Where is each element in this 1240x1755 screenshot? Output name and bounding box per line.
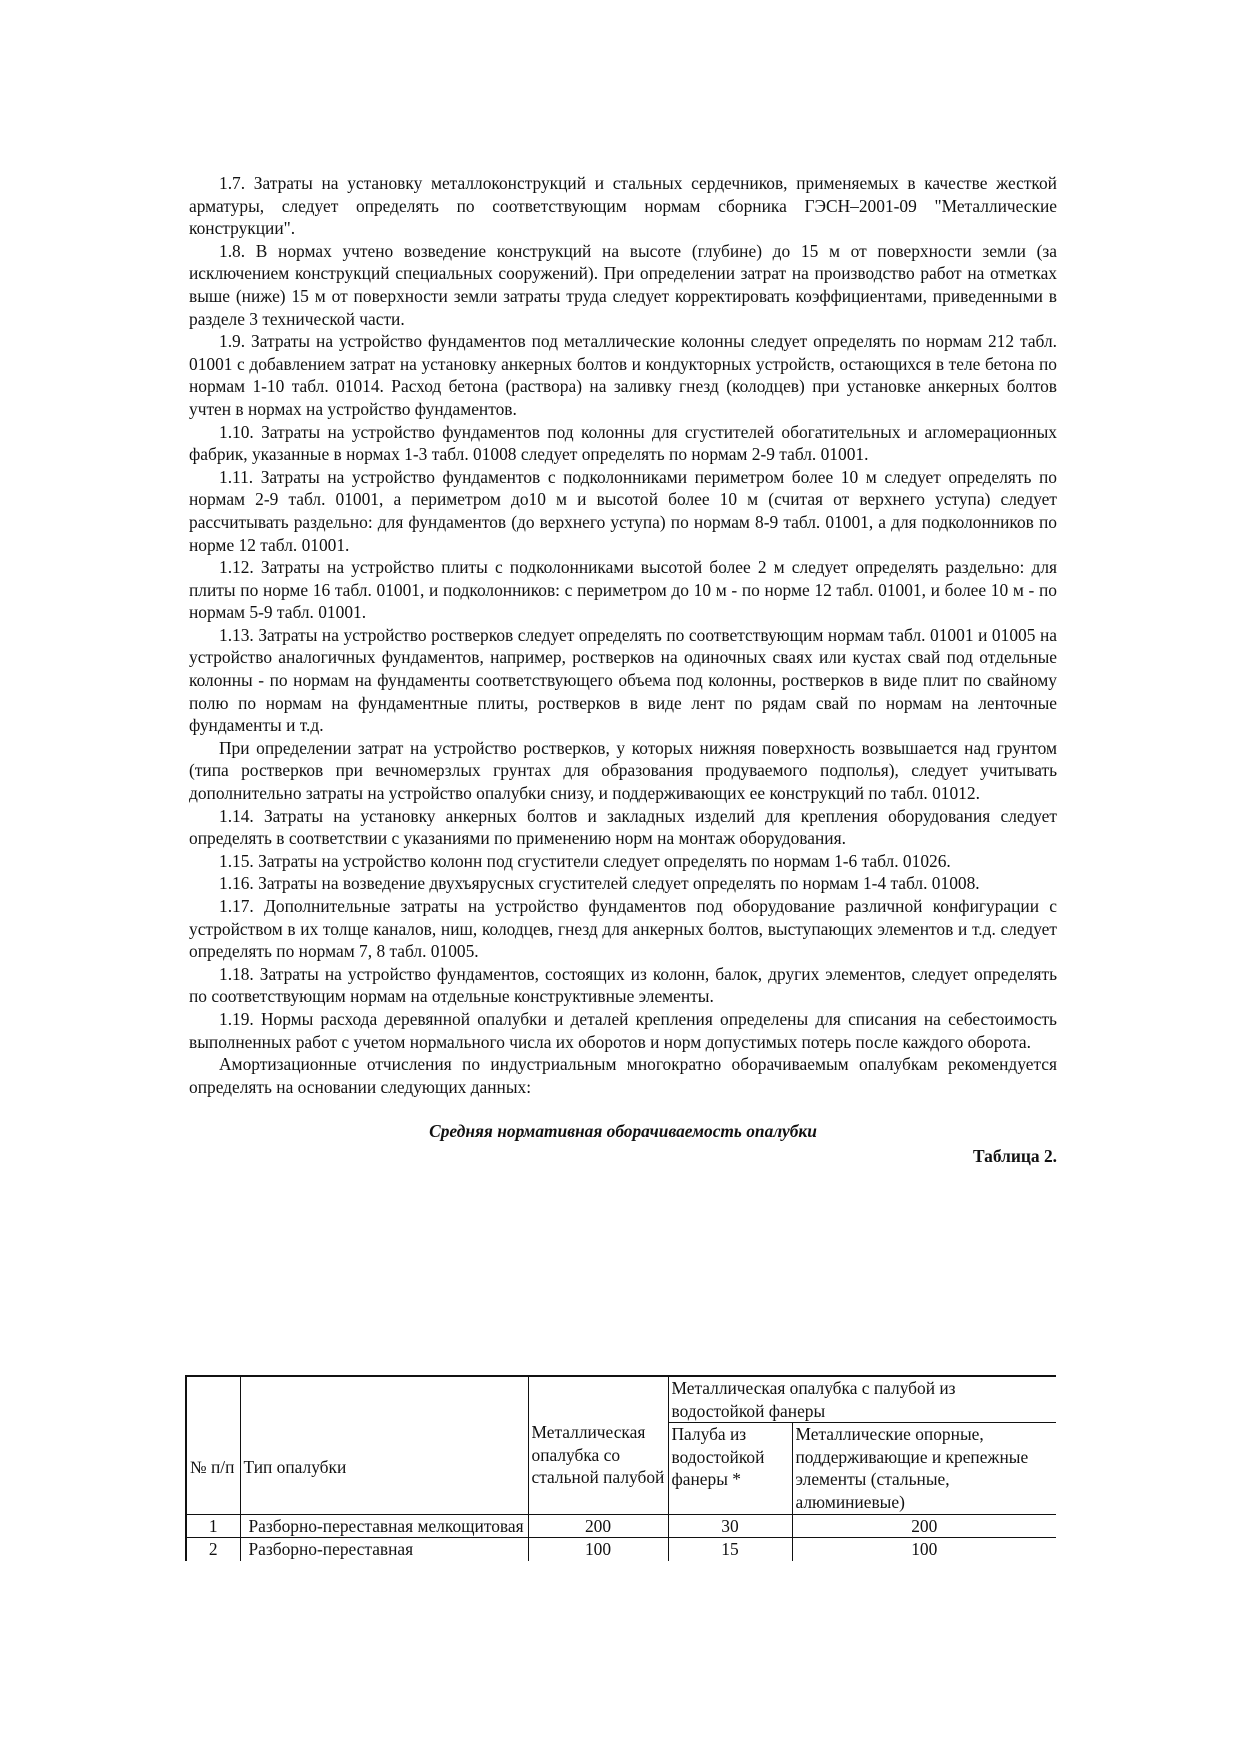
paragraph-1-9: 1.9. Затраты на устройство фундаментов под металлические колонны следует определять по нормам 212 табл. 01001 с добавлением затрат на установку анкерных болтов и кондукторных устройств, остающихся в теле бетона по нормам 1-10 табл. 01014. Расход бетона (раствора) на заливку гнезд (колодцев) при установке анкерных болтов учтен в нормах на устройство фундаментов. — [189, 331, 1057, 419]
table-caption: Средняя нормативная оборачиваемость опалубки — [429, 1121, 817, 1142]
paragraph-1-18: 1.18. Затраты на устройство фундаментов, состоящих из колонн, балок, других элементов, следует определять по соответствующим нормам на отдельные конструктивные элементы. — [189, 963, 1057, 1007]
header-type-text: Тип опалубки — [243, 1456, 347, 1477]
header-plywood-group — [668, 1376, 1056, 1423]
header-plywood-deck — [668, 1423, 792, 1514]
paragraph-1-11: 1.11. Затраты на устройство фундаментов с подколонниками периметром более 10 м следует определять по нормам 2-9 табл. 01001, а периметром до10 м и высотой более 10 м (считая от верхнего уступа) следует рассчитывать раздельно: для фундаментов (до верхнего уступа) по нормам 8-9 табл. 01001, а для подколонников по норме 12 табл. 01001. — [189, 466, 1057, 555]
header-plywood-group-text: Металлическая опалубка с палубой из водостойкой фанеры — [671, 1378, 956, 1421]
header-plywood-deck-text: Палуба из водостойкой фанеры * — [671, 1424, 765, 1490]
paragraph-1-13-cont: При определении затрат на устройство ростверков, у которых нижняя поверхность возвышается над грунтом (типа ростверков при вечномерзлых грунтах для образования продуваемого подполья), следует учитывать дополнительно затраты на устройство опалубки снизу, и поддерживающих ее конструкций по табл. 01012. — [189, 737, 1057, 804]
paragraph-1-16: 1.16. Затраты на возведение двухъярусных сгустителей следует определять по нормам 1-4 табл. 01008. — [219, 873, 980, 894]
paragraph-1-10: 1.10. Затраты на устройство фундаментов под колонны для сгустителей обогатительных и агломерационных фабрик, указанные в нормах 1-3 табл. 01008 следует определять по нормам 2-9 табл. 01001. — [189, 421, 1057, 465]
formwork-turnover-table-container — [185, 1375, 1056, 1587]
header-steel — [528, 1376, 668, 1514]
document-page — [189, 172, 1057, 1168]
paragraph-1-19: 1.19. Нормы расхода деревянной опалубки и деталей крепления определены для списания на себестоимость выполненных работ с учетом нормального числа их оборотов и норм допустимых потерь после каждого оборота. — [189, 1008, 1057, 1052]
header-metal-elements-text: Металлические опорные, поддерживающие и крепежные элементы (стальные, алюминиевые) — [795, 1424, 1029, 1512]
header-steel-text: Металлическая опалубка со стальной палубой — [531, 1422, 665, 1488]
row-type: Разборно-переставная — [240, 1538, 528, 1561]
paragraph-1-12: 1.12. Затраты на устройство плиты с подколонниками высотой более 2 м следует определять раздельно: для плиты по норме 16 табл. 01001, и подколонников: с периметром до 10 м - по норме 12 табл. 01001, и более 10 м - по нормам 5-9 табл. 01001. — [189, 557, 1057, 623]
table-row — [186, 1514, 1056, 1538]
paragraph-1-15: 1.15. Затраты на устройство колонн под сгустители следует определять по нормам 1-6 табл. 01026. — [219, 850, 951, 871]
row-steel: 200 — [528, 1514, 668, 1538]
table-row — [186, 1538, 1056, 1561]
paragraph-1-7: 1.7. Затраты на установку металлоконструкций и стальных сердечников, применяемых в качестве жесткой арматуры, следует определять по соответствующим нормам сборника ГЭСН–2001-09 "Металлические конструкции". — [189, 173, 1057, 239]
row-plywood-deck: 30 — [668, 1514, 792, 1538]
row-num: 2 — [186, 1538, 240, 1561]
header-num — [186, 1376, 240, 1514]
header-type — [240, 1376, 528, 1514]
row-metal-elements: 200 — [792, 1514, 1056, 1538]
paragraph-1-17: 1.17. Дополнительные затраты на устройство фундаментов под оборудование различной конфигурации с устройством в их толще каналов, ниш, колодцев, гнезд для анкерных болтов, выступающих элементов и т.д. следует определять по нормам 7, 8 табл. 01005. — [189, 896, 1057, 962]
row-type: Разборно-переставная мелкощитовая — [240, 1514, 528, 1538]
header-metal-elements — [792, 1423, 1056, 1514]
header-num-text: № п/п — [190, 1456, 235, 1477]
paragraph-1-8: 1.8. В нормах учтено возведение конструкций на высоте (глубине) до 15 м от поверхности земли (за исключением конструкций специальных сооружений). При определении затрат на производство работ на отметках выше (ниже) 15 м от поверхности земли затраты труда следует корректировать коэффициентами, приведенными в разделе 3 технической части. — [189, 240, 1057, 329]
row-metal-elements: 100 — [792, 1538, 1056, 1561]
row-num: 1 — [186, 1514, 240, 1538]
formwork-turnover-table — [185, 1375, 1056, 1561]
row-steel: 100 — [528, 1538, 668, 1561]
paragraph-1-13: 1.13. Затраты на устройство ростверков следует определять по соответствующим нормам табл. 01001 и 01005 на устройство аналогичных фундаментов, например, ростверков на одиночных сваях или кустах свай под отдельные колонны - по нормам на фундаменты соответствующего объема под колонны, ростверков в виде плит по свайному полю по нормам на фундаментные плиты, ростверков в виде лент по рядам свай по нормам на ленточные фундаменты и т.д. — [189, 624, 1057, 736]
row-plywood-deck: 15 — [668, 1538, 792, 1561]
paragraph-1-14: 1.14. Затраты на установку анкерных болтов и закладных изделий для крепления оборудования следует определять в соответствии с указаниями по применению норм на монтаж оборудования. — [189, 805, 1057, 849]
paragraph-amortization: Амортизационные отчисления по индустриальным многократно оборачиваемым опалубкам рекомендуется определять на основании следующих данных: — [189, 1054, 1057, 1097]
table-label: Таблица 2. — [972, 1145, 1057, 1166]
